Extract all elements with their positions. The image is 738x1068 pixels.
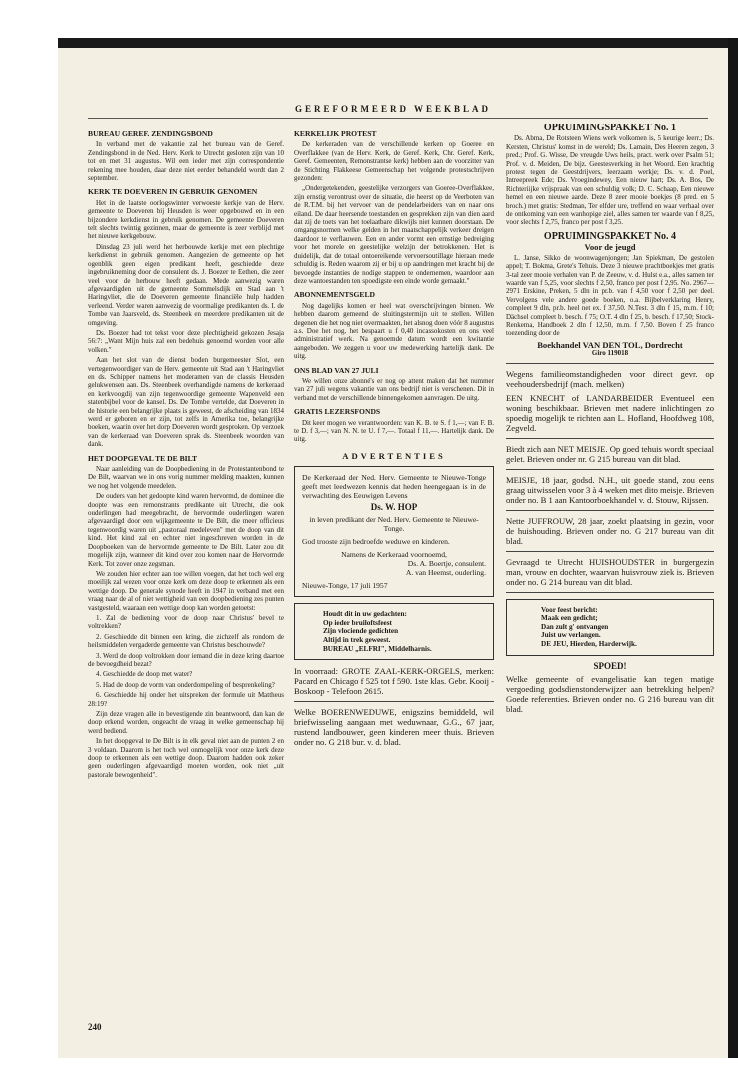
article-heading: GRATIS LEZERSFONDS bbox=[294, 407, 381, 417]
article-paragraph: De ouders van het gedoopte kind waren hervormd, de dominee die doopte was een remonstrants predikante uit Utrecht, die ook ouderlingen had meegebracht, de hervormde ouderlingen waren afgevaardigd door een wijkgemeente te De Bilt, die meer officieus tegenwoordig waren uit „pastoraal medeleven" met de doop van dit kind. Het kind zal en echter niet ingeschreven worden in de Doopboeken van de hervormde gemeente te De Bilt. Later zou dit mogelijk zijn, wanneer dit kind over zou komen naar de Hervormde Kerk. Tot zover onze zegsman. bbox=[88, 492, 284, 568]
divider bbox=[506, 363, 714, 364]
classified-ad: Nette JUFFROUW, 28 jaar, zoekt plaatsing in gezin, voor de huishouding. Brieven onder no. G 217 bureau van dit blad. bbox=[506, 515, 714, 546]
article-heading: KERKELIJK PROTEST bbox=[294, 129, 377, 138]
ad-line: Houdt dit in uw gedachten: bbox=[323, 610, 407, 619]
classified-ad: MEISJE, 18 jaar, godsd. N.H., uit goede stand, zou eens graag uitwisselen voor 3 à 4 weken met dito meisje. Brieven onder no. B 1 aan Kantoorboekhandel v. d. Stouw, Rijssen. bbox=[506, 474, 714, 505]
pakket1-text: Ds. Abma, De Rotsteen Wiens werk volkomen is, 5 keurige leerr.; Ds. Kersten, Christus' komst in de wereld; Ds. Lamain, Des Heeren zegen, 3 pred.; Prof. G. Wisse, De vreugde Uws heils, pract. werk over Psalm 51; Prof. v. d. Meiden, De bijz. Geestesverking in het Woord. Een krachtig protest tegen de Geestdrijvers, leerzaam werkje; Ds. v. d. Poel, Intreepreek Ede; Ds. Vroegindewey, Een nieuw hart; Ds. A. Bos, De Richteriijke vrijspraak van een schuldig volk; D. C. Schaap, Een nieuwe hemel en een nieuwe aarde. Deze 8 zeer mooie boekjes (8 pred. en 5 broch.) met gratis: Stedman, Ter elfder ure, treffend en waar verhaal over de ontkoming van een wanhopige ziel, alles samen ter waarde van f 8,25, voor slechts f 2,75, franco per post f 3,25. bbox=[506, 134, 714, 227]
article-heading: BUREAU GEREF. ZENDINGSBOND bbox=[88, 129, 213, 138]
pakket1-title: OPRUIMINGSPAKKET No. 1 bbox=[543, 124, 677, 133]
divider bbox=[506, 510, 714, 511]
article-heading: KERK TE DOEVEREN IN GEBRUIK GENOMEN bbox=[88, 187, 258, 197]
article-paragraph: Aan het slot van de dienst boden burgemeester Slot, een vertegenwoordiger van de Herv. gemeente uit Stad aan 't Haringvliet en ds. Schipper namens het moderamen van de classis Heusden gelukwensen aan. Ds. Steenbeek overhandigde namens de kerkeraad en kerkvoogdij van zijn tegenwoordige gemeente Wapenveld een statenbijbel voor de kansel. Ds. De Tombe vertelde, dat Doeveren in de historie een belangrijke plaats is geweest, de afscheiding van 1834 werd er geboren en er zijn, tot zelfs in Amerika toe, belangrijke boeken, waarin over het dorp Doeveren wordt gesproken. Op verzoek van de kerkeraad van Doeveren sprak ds. Steenbeek woorden van dank. bbox=[88, 356, 284, 449]
divider bbox=[294, 701, 494, 702]
bookshop-name: Boekhandel VAN DEN TOL, Dordrecht bbox=[537, 339, 683, 350]
death-notice bbox=[294, 466, 494, 597]
article-paragraph: We zouden hier echter aan toe willen voegen, dat het toch wel erg moeilijk zal wezen voor onze kerk om deze doop te erkennen als een wettige doop. De generale synode heeft in 1947 in verband met een vraag naar de al of niet wettigheid van een doopbediening zes punten vastgesteld, waaraan een wettige doop kan worden getoetst: bbox=[88, 569, 284, 612]
classified-ad: Wegens familieomstandigheden voor direct gevr. op veehoudersbedrijf (mach. melken) bbox=[506, 368, 714, 389]
header-rule bbox=[88, 118, 708, 119]
article-paragraph: Het in de laatste oorlogswinter verwoeste kerkje van de Herv. gemeente te Doeveren bij Heusden is weer opgebouwd en in een bijzondere kerkdienst in gebruik genomen. De gemeente Doeveren telt slechts twintig gezinnen, maar de gemeente is zeer verblijd met het nieuwe kerkgebouw. bbox=[88, 198, 284, 241]
voor-feest-ad bbox=[506, 599, 714, 656]
death-comfort: God trooste zijn bedroefde weduwe en kinderen. bbox=[302, 537, 450, 547]
boerenweduwe-ad: Welke BOERENWEDUWE, enigszins bemiddeld, wil briefwisseling aangaan met weduwnaar, G.G., 67 jaar, rustend landbouwer, geen kinderen meer thuis. Brieven onder no. G 218 bur. v. d. blad. bbox=[294, 707, 494, 748]
article-paragraph: Dit keer mogen we verantwoorden: van K. B. te S. f 1,—; van F. B. te D. f 3,—; van N. N. te U. f 7,—. Totaal f 11,—. Hartelijk dank. De uitg. bbox=[294, 418, 494, 444]
article-paragraph: 1. Zal de bediening voor de doop naar Christus' bevel te voltrekken? bbox=[88, 613, 284, 631]
article-paragraph: 4. Geschiedde de doop met water? bbox=[96, 670, 193, 679]
spoed-title: SPOED! bbox=[593, 660, 627, 671]
death-date: Nieuwe-Tonge, 17 juli 1957 bbox=[302, 581, 388, 591]
death-intro: De Kerkeraad der Ned. Herv. Gemeente te Nieuwe-Tonge geeft met leedwezen kennis dat heden heengegaan is in de verwachting des Eeuwigen Levens bbox=[302, 473, 486, 501]
article-paragraph: In verband met de vakantie zal het bureau van de Geref. Zendingsbond in de Ned. Herv. Kerk te Utrecht gesloten zijn van 10 tot en met 31 augustus. Wil een ieder met zijn correspondentie rekening mee houden, daar deze niet eerder behandeld wordt dan 2 september. bbox=[88, 140, 284, 183]
article-heading: HET DOOPGEVAL TE DE BILT bbox=[88, 453, 198, 463]
column-left bbox=[88, 124, 284, 1044]
article-paragraph: Ds. Boezer had tot tekst voor deze plechtigheid gekozen Jesaja 56:7: „Want Mijn huis zal een bedehuis genoemd worden voor alle volken." bbox=[88, 328, 284, 354]
death-signer-1: Ds. A. Boertje, consulent. bbox=[407, 559, 486, 569]
article-paragraph: „Ondergetekenden, geestelijke verzorgers van Goeree-Overflakkee, zijn ernstig verontrust over de situatie, die heerst op de Veerboten van de R.T.M. bij het vervoer van de pendelarbeiders van en naar ons eiland. De daar heersende toestanden en gesprekken zijn van dien aard dat zij de toets van het toelaatbare dikwijls niet kunnen doorstaan. De omgangsnormen welke gelden in het maatschappelijk verkeer dreigen daardoor te verflauwen. Een en ander vormt een ernstige bedreiging voor het morele en geestelijke welzijn der betrokkenen. Het is duidelijk, dat de totaal ontoereikende vervoersoutillage hieraan mede schuldig is. Reden waarom zij er bij u op aandringen met kracht bij de bevoegde instanties de nodige stappen te ondernemen, waardoor aan deze wantoestanden ten spoedigste een einde worde gemaakt." bbox=[294, 184, 494, 285]
advertenties-heading: ADVERTENTIES bbox=[342, 450, 446, 461]
article-paragraph: 5. Had de doop de vorm van onderdompeling of besprenkeling? bbox=[96, 680, 275, 689]
death-role: in leven predikant der Ned. Herv. Gemeente te Nieuwe-Tonge. bbox=[309, 515, 479, 534]
article-paragraph: Dinsdag 23 juli werd het herbouwde kerkje met een plechtige kerkdienst in gebruik genomen. Aangezien de gemeente op het ogenblik geen eigen predikant heeft, geschiedde deze ingebruikneming door de consulent ds. J. Boezer te Eethen, die zeer veel voor de herbouw heeft gedaan. Mede aanwezig waren afgevaardigden uit de gemeente Sommelsdijk en Stad aan 't Haringvliet, die de Doeveren gemeente financiële hulp hadden verleend. Verder waren aanwezig de voormalige predikanten ds. I. de Tombe van Jaarsveld, ds. Steenbeek en meerdere predikanten uit de omgeving. bbox=[88, 242, 284, 327]
article-heading: ONS BLAD VAN 27 JULI bbox=[294, 365, 379, 375]
spoed-text: Welke gemeente of evangelisatie kan tegen matige vergoeding godsdienstonderwijzer aan betrekking helpen? Goede referenties. Brieven onder no. G 216 bureau van dit blad. bbox=[506, 673, 714, 714]
divider bbox=[506, 469, 714, 470]
ad-line: Op ieder bruiloftsfeest bbox=[323, 618, 392, 627]
page-number: 240 bbox=[88, 1022, 102, 1032]
article-paragraph: Naar aanleiding van de Doopbediening in de Protestantenbond te De Bilt, waarvan we in ons vorig nummer melding maakten, kunnen we nog het volgende meedelen. bbox=[88, 465, 284, 490]
article-paragraph: Zijn deze vragen alle in bevestigende zin beantwoord, dan kan de doop erkend worden, ongeacht de vraag in welke gemeenschap hij werd bediend. bbox=[88, 710, 284, 735]
death-signed: Namens de Kerkeraad voornoemd, bbox=[341, 550, 447, 560]
article-paragraph: De kerkeraden van de verschillende kerken op Goeree en Overflakkee (van de Herv. Kerk, de Geref. Kerk, Chr. Geref. Kerk, Geref. Gemeenten, Remonstrantse kerk) hebben aan de voorzitter van de Stichting Flakkeese Gemeenschap het volgende protestschrijven gezonden: bbox=[294, 140, 494, 183]
ad-line: Altijd in trek geweest. bbox=[323, 636, 391, 644]
ad-line: Zijn vlociende gedichten bbox=[323, 627, 399, 636]
pakket4-title: OPRUIMINGSPAKKET No. 4 bbox=[543, 230, 677, 242]
classified-ad: EEN KNECHT of LANDARBEIDER Eventueel een woning beschikbaar. Brieven met nadere inlichtingen zo spoedig mogelijk te richten aan L. Hofland, Hoofdweg 108, Zegveld. bbox=[506, 392, 714, 433]
death-signer-2: A. van Heemst, ouderling. bbox=[405, 568, 486, 578]
classified-ad: Gevraagd te Utrecht HUISHOUDSTER in burgergezin man, vrouw en dochter, waarvan huisvrouw ziek is. Brieven onder no. G 214 bureau van dit blad. bbox=[506, 556, 714, 587]
ad-line: BUREAU „ELFRI", Middelharnis. bbox=[323, 644, 432, 653]
article-paragraph: 2. Geschiedde dit binnen een kring, die zichzelf als rondom de heilsmiddelen vergaderde gemeente van Christus beschouwde? bbox=[88, 632, 284, 650]
column-middle bbox=[294, 124, 494, 1044]
death-name: Ds. W. HOP bbox=[370, 502, 418, 513]
article-paragraph: We willen onze abonné's er nog op attent maken dat het nummer van 27 juli wegens vakantie van ons bedrijf niet is verschenen. Dit in verband met de verschillende binnengekomen aanvragen. De uitg. bbox=[294, 376, 494, 402]
column-right bbox=[506, 124, 714, 1044]
bookshop-giro: Giro 119018 bbox=[591, 349, 629, 358]
ad-line: Maak een gedicht; bbox=[541, 614, 598, 623]
ad-line: DE JEU, Hierden, Harderwijk. bbox=[541, 639, 637, 648]
article-heading: ABONNEMENTSGELD bbox=[294, 290, 376, 300]
pakket4-text: L. Janse, Sikko de woonwagenjongen; Jan Spiekman, De gestolen appel; T. Bokma, Grete's Tehuis. Deze 3 nieuwe prachtboekjes met gratis 3-tal zeer mooie verhalen van P. de Zeeuw, v. d. Hulst e.a., alles samen ter waarde van f 5,25, voor slechts f 2,50, franco per post f 2,95. No. 2967—2971 Erskine, Preken, 5 dln in pr.b. van f 4,50 voor f 2,50 per deel. Vervolgens vele andere goede boeken, o.a. Bijbelverklaring Henry, compleet 9 dln, pr.b. heel net ex. f 37,50. N.Test. 3 dln f 15, m.m. f 10; Dächsel compleet b. besch. f 75; O.T. 4 dln f 25, b. besch. f 17,50; Stock-Renkema, Handboek 2 dln f 12,50, m.m. f 7,50. Boven f 25 franco toezending door de bbox=[506, 253, 714, 338]
divider bbox=[506, 551, 714, 552]
article-paragraph: 6. Geschiedde hij onder het uitspreken der formule uit Mattheus 28:19? bbox=[88, 691, 284, 708]
zaal-orgel-ad: In voorraad: GROTE ZAAL-KERK-ORGELS, merken: Pacard en Chicago f 525 tot f 590. 1ste klas. Gebr. Kooij - Boskoop - Telefoon 2615. bbox=[294, 666, 494, 697]
article-paragraph: Nog dagelijks komen er heel wat overschrijvingen binnen. We hebben daarom gemeend de sluitingstermijn uit te stellen. Willen degenen die het nog niet overmaakten, het alsnog doen vóór 8 augustus a.s. Doe het nog, het bespaart u f 0,40 incassokosten en ons veel administratief werk. Na genoemde datum wordt een kwitantie aangeboden. We zeggen u voor uw medewerking hartelijk dank. De uitg. bbox=[294, 301, 494, 361]
scan-edge-right bbox=[728, 38, 738, 1058]
newspaper-page bbox=[58, 48, 728, 1058]
ad-line: Juist uw verlangen. bbox=[541, 631, 601, 640]
ad-line: Voor feest bericht: bbox=[541, 605, 598, 614]
article-paragraph: In het doopgeval te De Bilt is in elk geval niet aan de punten 2 en 3 voldaan. Daarom is het toch wel onmogelijk voor onze kerk deze doop te erkennen als een wettige doop. Daarom hadden ook zeker geen ouderlingen afgevaardigd moeten worden, ook niet „uit pastorale bewogenheid". bbox=[88, 737, 284, 779]
classified-ad: Biedt zich aan NET MEISJE. Op goed tehuis wordt speciaal gelet. Brieven onder nr. G 215 bureau van dit blad. bbox=[506, 443, 714, 464]
scan-edge-top bbox=[58, 38, 730, 48]
ad-line: Dan zult g' ontvangen bbox=[541, 622, 609, 631]
divider bbox=[506, 592, 714, 593]
divider bbox=[506, 438, 714, 439]
pakket4-subtitle: Voor de jeugd bbox=[584, 242, 636, 253]
running-header: GEREFORMEERD WEEKBLAD bbox=[294, 104, 492, 114]
article-paragraph: 3. Werd de doop voltrokken door iemand die in deze kring daartoe de bevoegdheid bezat? bbox=[88, 651, 284, 668]
houdt-ad bbox=[294, 603, 494, 660]
